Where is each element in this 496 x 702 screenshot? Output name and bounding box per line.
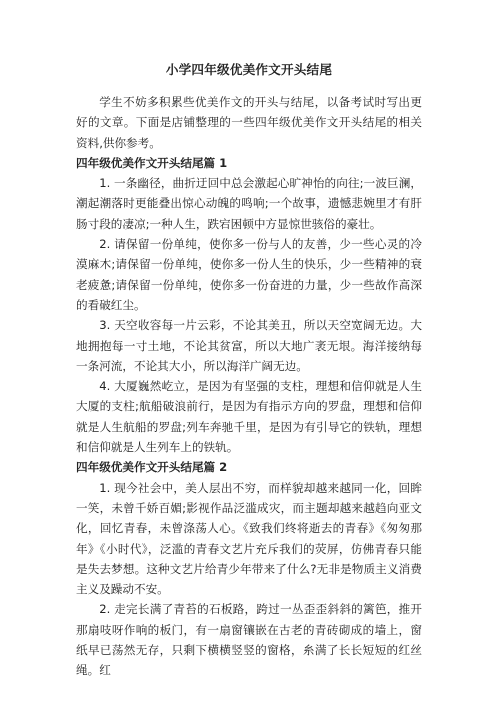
document-title: 小学四年级优美作文开头结尾 — [165, 62, 333, 77]
section1-item-2: 2. 请保留一份单纯，使你多一份与人的友善，少一些心灵的冷漠麻木;请保留一份单纯，使你多一份人生的快乐，少一些精神的衰老疲惫;请保留一份单纯，使你多一份奋进的力量，少一些故作高深的看破红尘。 — [76, 237, 422, 312]
section-heading-1: 四年级优美作文开头结尾篇 1 — [76, 155, 228, 170]
section1-item-3: 3. 天空收容每一片云彩，不论其美丑，所以天空宽阔无边。大地拥抱每一寸土地，不论其贫富，所以大地广袤无垠。海洋接纳每一条河流，不论其大小，所以海洋广阔无边。 — [76, 318, 422, 373]
section2-item-1: 1. 现今社会中，美人层出不穷，而样貌却越来越同一化，回眸一笑，未曾千娇百媚;影视作品泛滥成灾，而主题却越来越趋向亚文化，回忆青春，未曾涤荡人心。《致我们终将逝去的青春》《匆匆那年》《小时代》，泛滥的青春文艺片充斥我们的荧屏，仿佛青春只能是失去梦想。这种文艺片给青少年带来了什么?无非是物质主义消费主义及躁动不安。 — [76, 480, 422, 597]
intro-paragraph: 学生不妨多积累些优美作文的开头与结尾，以备考试时写出更好的文章。下面是店铺整理的一些四年级优美作文开头结尾的相关资料,供你参考。 — [76, 95, 422, 150]
section1-item-1: 1. 一条幽径，曲折迂回中总会激起心旷神怡的向往;一波巨澜，潮起潮落时更能叠出惊心动魄的鸣响;一个故事，遗憾悲婉里才有肝肠寸段的凄凉;一种人生，跌宕困顿中方显惊世骇俗的豪壮。 — [76, 176, 422, 231]
section1-item-4: 4. 大厦巍然屹立，是因为有坚强的支柱，理想和信仰就是人生大厦的支柱;航船破浪前行，是因为有指示方向的罗盘，理想和信仰就是人生航船的罗盘;列车奔驰千里，是因为有引导它的铁轨，理想和信仰就是人生列车上的铁轨。 — [76, 379, 422, 455]
section2-item-2: 2. 走完长满了青苔的石板路，跨过一丛歪歪斜斜的篱笆，推开那扇吱呀作响的板门，有一扇窗镶嵌在古老的青砖砌成的墙上，窗纸早已荡然无存，只剩下横横竖竖的窗格，糸满了长长短短的红丝绳。红 — [76, 602, 422, 678]
section-heading-2: 四年级优美作文开头结尾篇 2 — [76, 460, 228, 475]
